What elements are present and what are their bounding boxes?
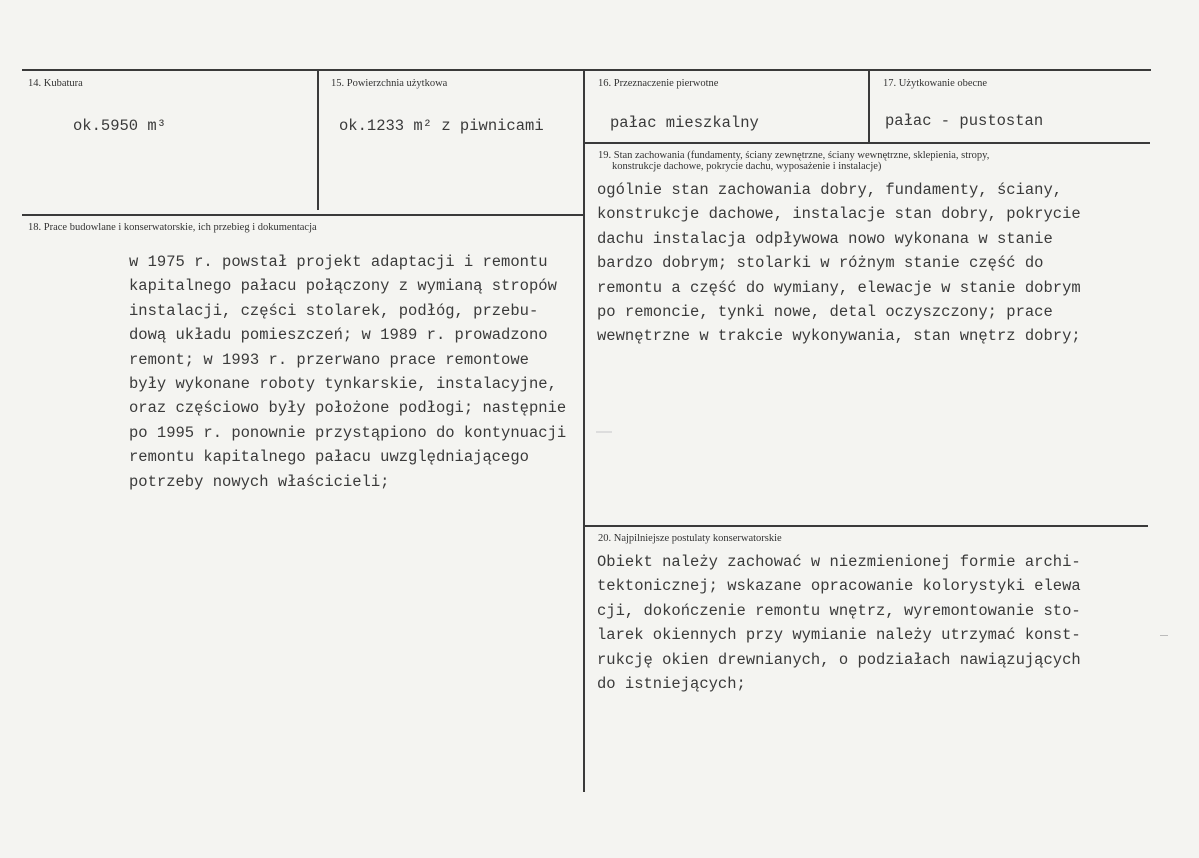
rule-above-20 <box>584 525 1148 527</box>
text-line: były wykonane roboty tynkarskie, instalacyjne, <box>129 374 557 393</box>
przeznaczenie-label: 16. Przeznaczenie pierwotne <box>598 78 719 89</box>
kubatura-value: ok.5950 m³ <box>73 117 167 135</box>
uzytkowanie-label: 17. Użytkowanie obecne <box>883 78 988 89</box>
powierzchnia-value: ok.1233 m² z piwnicami <box>339 117 544 135</box>
paper-speck <box>1160 635 1168 636</box>
text-line: konstrukcje dachowe, instalacje stan dobry, pokrycie <box>597 205 1081 224</box>
przeznaczenie-value: pałac mieszkalny <box>610 114 759 132</box>
powierzchnia-label: 15. Powierzchnia użytkowa <box>331 78 448 89</box>
text-line: dową układu pomieszczeń; w 1989 r. prowadzono <box>129 326 548 345</box>
center-divider <box>583 70 585 792</box>
text-line: cji, dokończenie remontu wnętrz, wyremontowanie sto- <box>597 601 1081 620</box>
text-line: do istniejących; <box>597 674 746 693</box>
text-line: rukcję okien drewnianych, o podziałach nawiązujących <box>597 650 1081 669</box>
text-line: instalacji, części stolarek, podłóg, przebu- <box>129 301 539 320</box>
text-line: kapitalnego pałacu połączony z wymianą stropów <box>129 277 557 296</box>
prace-text <box>129 250 566 494</box>
prace-label: 18. Prace budowlane i konserwatorskie, ich przebieg i dokumentacja <box>28 222 317 233</box>
text-line: potrzeby nowych właścicieli; <box>129 472 390 491</box>
text-line: dachu instalacja odpływowa nowo wykonana w stanie <box>597 229 1053 248</box>
divider-14-15 <box>317 70 319 210</box>
text-line: remontu kapitalnego pałacu uwzględniającego <box>129 448 529 467</box>
text-line: w 1975 r. powstał projekt adaptacji i remontu <box>129 253 548 271</box>
uzytkowanie-value: pałac - pustostan <box>885 112 1044 130</box>
paper-speck <box>596 431 612 433</box>
text-line: remontu a część do wymiany, elewacje w stanie dobrym <box>597 278 1081 297</box>
text-line: remont; w 1993 r. przerwano prace remontowe <box>129 350 529 369</box>
postulaty-text <box>597 550 1081 696</box>
top-rule <box>22 69 1151 71</box>
text-line: bardzo dobrym; stolarki w różnym stanie część do <box>597 254 1044 273</box>
postulaty-label: 20. Najpilniejsze postulaty konserwatorskie <box>598 533 782 544</box>
text-line: larek okiennych przy wymianie należy utrzymać konst- <box>597 626 1081 645</box>
text-line: Obiekt należy zachować w niezmienionej formie archi- <box>597 553 1081 571</box>
stan-label-line1: 19. Stan zachowania (fundamenty, ściany zewnętrzne, ściany wewnętrzne, sklepienia, stropy, <box>598 150 990 161</box>
stan-text <box>597 178 1081 349</box>
stan-label-line2: konstrukcje dachowe, pokrycie dachu, wyposażenie i instalacje) <box>612 161 882 172</box>
rule-above-18 <box>22 214 584 216</box>
text-line: po remoncie, tynki nowe, detal oczyszczony; prace <box>597 302 1053 321</box>
text-line: oraz częściowo były położone podłogi; następnie <box>129 399 567 418</box>
divider-16-17 <box>868 70 870 142</box>
text-line: po 1995 r. ponownie przystąpiono do kontynuacji <box>129 423 567 442</box>
kubatura-label: 14. Kubatura <box>28 78 83 89</box>
text-line: ogólnie stan zachowania dobry, fundamenty, ściany, <box>597 181 1063 199</box>
rule-under-16-17 <box>584 142 1150 144</box>
text-line: tektonicznej; wskazane opracowanie kolorystyki elewa <box>597 577 1081 596</box>
text-line: wewnętrzne w trakcie wykonywania, stan wnętrz dobry; <box>597 327 1081 346</box>
